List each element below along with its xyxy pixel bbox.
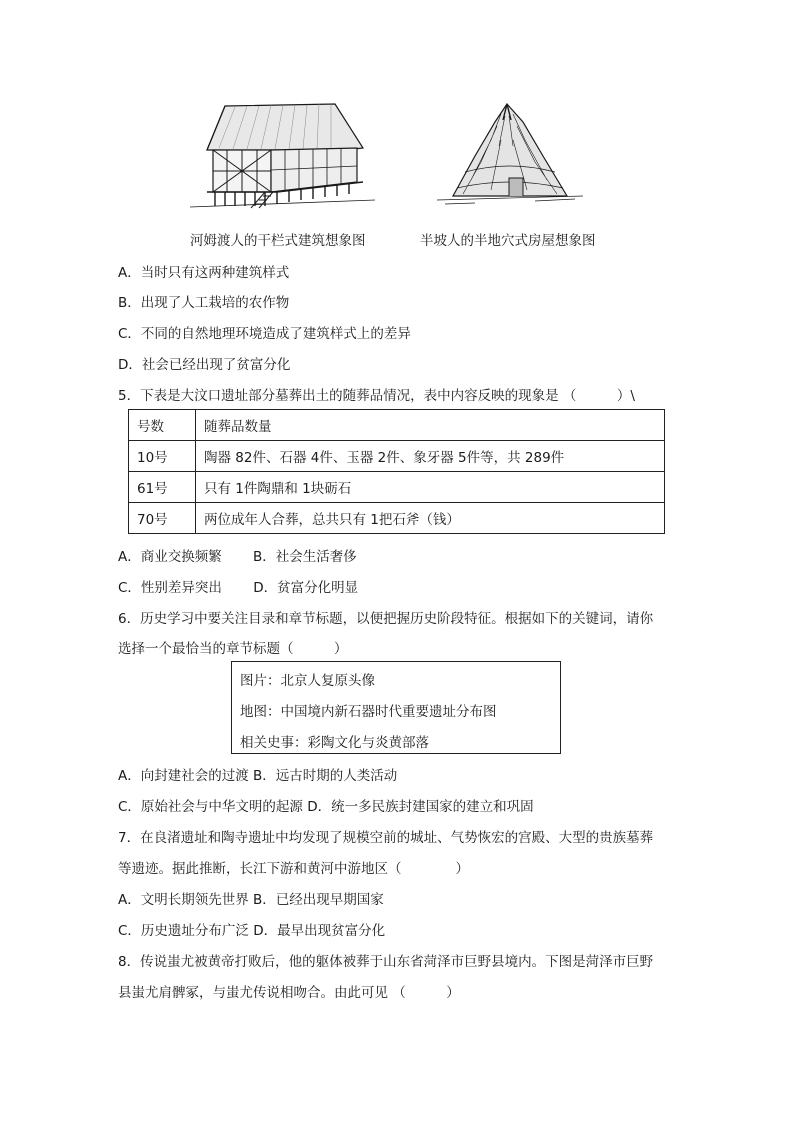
q5-options-line2: C．性别差异突出 D．贫富分化明显	[118, 580, 359, 596]
q4-option-b: B．出现了人工栽培的农作物	[118, 295, 290, 311]
q6-stem-line2: 选择一个最恰当的章节标题（ ）	[118, 641, 348, 657]
q6-options-line1: A．向封建社会的过渡 B．远古时期的人类活动	[118, 768, 398, 784]
table-cell: 两位成年人合葬，总共只有 1把石斧（钱）	[196, 503, 665, 534]
table-cell: 61号	[129, 472, 196, 503]
q5-options-line1: A．商业交换频繁 B．社会生活奢侈	[118, 549, 357, 565]
table-row	[129, 441, 665, 472]
stilt-house-illustration	[185, 100, 380, 210]
burial-goods-table	[128, 409, 665, 534]
q7-stem-line2: 等遗迹。据此推断，长江下游和黄河中游地区（ ）	[118, 861, 469, 877]
q5-stem: 5．下表是大汶口遗址部分墓葬出土的随葬品情况，表中内容反映的现象是 （ ）\	[118, 388, 635, 404]
q7-options-line1: A．文明长期领先世界 B．已经出现早期国家	[118, 892, 384, 908]
semi-underground-hut-illustration	[435, 100, 585, 210]
q6-options-line2: C．原始社会与中华文明的起源 D．统一多民族封建国家的建立和巩固	[118, 799, 534, 815]
table-row	[129, 472, 665, 503]
figure-caption-hemudu: 河姆渡人的干栏式建筑想象图	[190, 233, 366, 249]
table-cell: 陶器 82件、石器 4件、玉器 2件、象牙器 5件等，共 289件	[196, 441, 665, 472]
q6-keyword: 图片：北京人复原头像	[240, 673, 375, 689]
figure-caption-banpo: 半坡人的半地穴式房屋想象图	[420, 233, 596, 249]
table-header-cell: 随葬品数量	[196, 410, 665, 441]
q8-stem-line1: 8．传说蚩尤被黄帝打败后，他的躯体被葬于山东省菏泽市巨野县境内。下图是菏泽市巨野	[118, 954, 654, 970]
table-cell: 70号	[129, 503, 196, 534]
q4-option-a: A．当时只有这两种建筑样式	[118, 265, 290, 281]
q7-options-line2: C．历史遗址分布广泛 D．最早出现贫富分化	[118, 923, 386, 939]
q4-option-c: C．不同的自然地理环境造成了建筑样式上的差异	[118, 326, 411, 342]
table-header-row	[129, 410, 665, 441]
q6-keyword-box	[231, 661, 561, 754]
q4-option-d: D．社会已经出现了贫富分化	[118, 357, 291, 373]
q8-stem-line2: 县蚩尤肩髀冢，与蚩尤传说相吻合。由此可见 （ ）	[118, 985, 460, 1001]
table-row	[129, 503, 665, 534]
table-cell: 10号	[129, 441, 196, 472]
q6-keyword: 相关史事：彩陶文化与炎黄部落	[240, 735, 429, 751]
q6-stem-line1: 6．历史学习中要关注目录和章节标题，以便把握历史阶段特征。根据如下的关键词，请你	[118, 611, 654, 627]
table-header-cell: 号数	[129, 410, 196, 441]
table-cell: 只有 1件陶鼎和 1块砺石	[196, 472, 665, 503]
q7-stem-line1: 7．在良渚遗址和陶寺遗址中均发现了规模空前的城址、气势恢宏的宫殿、大型的贵族墓葬	[118, 830, 654, 846]
q6-keyword: 地图：中国境内新石器时代重要遗址分布图	[240, 704, 497, 720]
